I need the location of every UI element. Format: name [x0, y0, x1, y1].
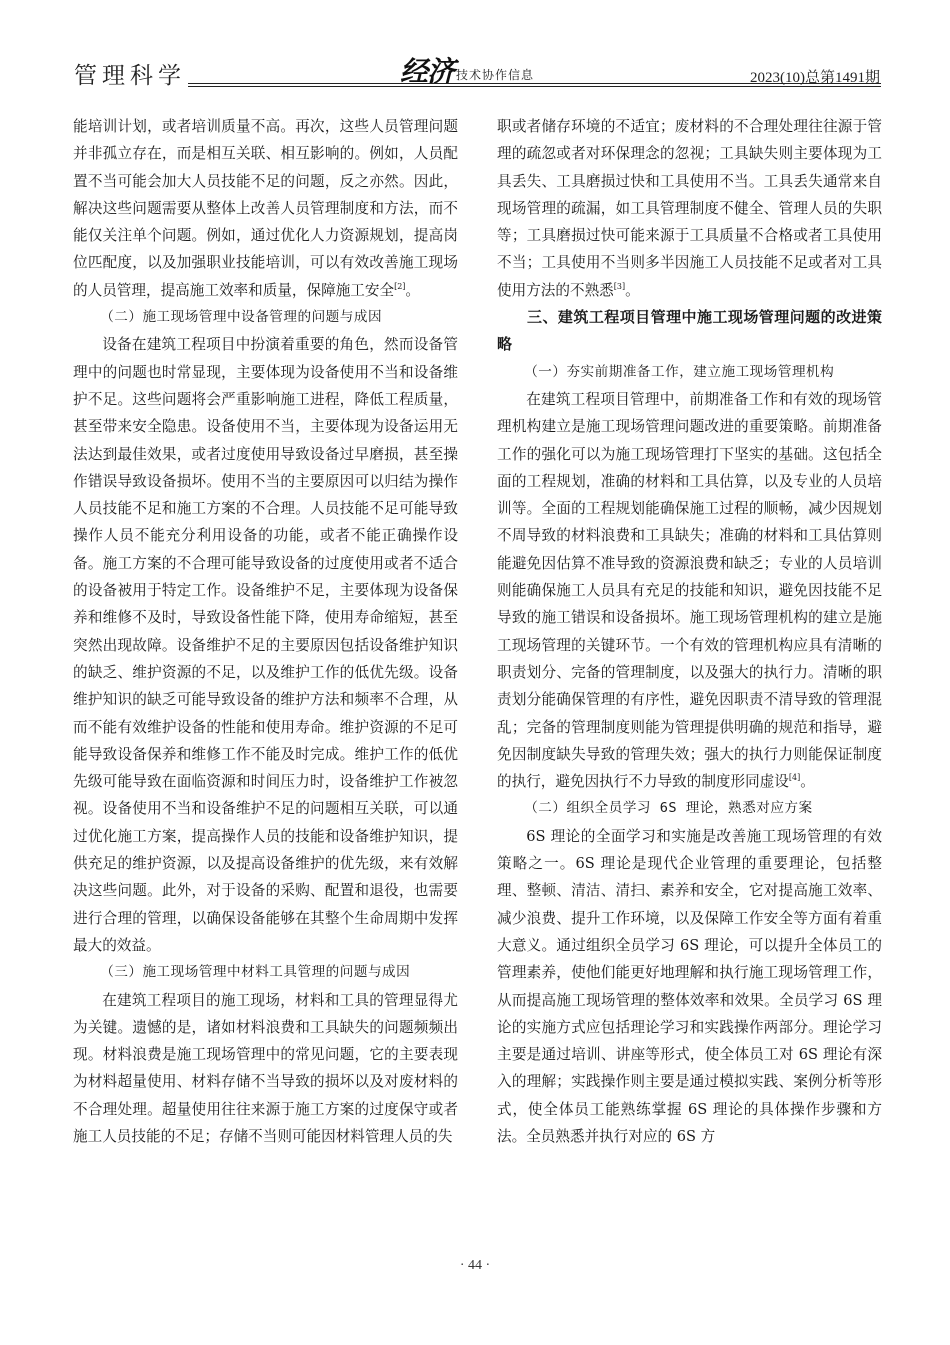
subsection-heading: （一）夯实前期准备工作，建立施工现场管理机构	[524, 363, 835, 380]
subsection-heading: （二）组织全员学习 6S 理论，熟悉对应方案	[524, 800, 813, 817]
section-heading: 三、建筑工程项目管理中施工现场管理问题的改进策略	[497, 308, 882, 354]
header-rule	[188, 86, 881, 87]
issue-number: 2023(10)总第1491期	[750, 70, 880, 86]
left-column	[73, 113, 458, 1150]
paragraph: 职或者储存环境的不适宜；废材料的不合理处理往往源于管理的疏忽或者对环保理念的忽视；工具缺失则主要体现为工具丢失、工具磨损过快和工具使用不当。工具丢失通常来自现场管理的疏漏，如工具管理制度不健全、管理人员的失职等；工具磨损过快可能来源于工具质量不合格或者工具使用不当；工具使用不当则多半因施工人员技能不足或者对工具使用方法的不熟悉[3]。	[497, 118, 882, 299]
page-header	[0, 0, 950, 100]
section-title: 管理科学	[74, 63, 186, 89]
paragraph: 在建筑工程项目的施工现场，材料和工具的管理显得尤为关键。遗憾的是，诸如材料浪费和工具缺失的问题频频出现。材料浪费是施工现场管理中的常见问题，它的主要表现为材料超量使用、材料存储不当导致的损坏以及对废材料的不合理处理。超量使用往往来源于施工方案的过度保守或者施工人员技能的不足；存储不当则可能因材料管理人员的失	[73, 991, 458, 1145]
citation: [2]	[394, 281, 406, 291]
subsection-heading: （二）施工现场管理中设备管理的问题与成因	[100, 309, 383, 326]
journal-logo: 经济	[400, 55, 455, 88]
paragraph: 6S 理论的全面学习和实施是改善施工现场管理的有效策略之一。6S 理论是现代企业管理的重要理论，包括整理、整顿、清洁、清扫、素养和安全，它对提高施工效率、减少浪费、提升工作环境，以及保障工作安全等方面有着重大意义。通过组织全员学习 6S 理论，可以提升全体员工的管理素养，使他们能更好地理解和执行施工现场管理工作，从而提高施工现场管理的整体效率和效果。全员学习 6S 理论的实施方式应包括理论学习和实践操作两部分。理论学习主要是通过培训、讲座等形式，使全体员工对 6S 理论有深入的理解；实践操作则主要是通过模拟实践、案例分析等形式，使全体员工能熟练掌握 6S 理论的具体操作步骤和方法。全员熟悉并执行对应的 6S 方	[497, 827, 882, 1145]
paragraph: 能培训计划，或者培训质量不高。再次，这些人员管理问题并非孤立存在，而是相互关联、相互影响的。例如，人员配置不当可能会加大人员技能不足的问题，反之亦然。因此，解决这些问题需要从整体上改善人员管理制度和方法，而不能仅关注单个问题。例如，通过优化人力资源规划，提高岗位匹配度，以及加强职业技能培训，可以有效改善施工现场的人员管理，提高施工效率和质量，保障施工安全[2]。	[73, 118, 458, 299]
page-number: · 44 ·	[459, 1258, 491, 1273]
citation: [4]	[788, 773, 801, 783]
paragraph: 设备在建筑工程项目中扮演着重要的角色，然而设备管理中的问题也时常显现，主要体现为设备使用不当和设备维护不足。这些问题将会严重影响施工进程，降低工程质量，甚至带来安全隐患。设备使用不当，主要体现为设备运用无法达到最佳效果，或者过度使用导致设备过早磨损，甚至操作错误导致设备损坏。使用不当的主要原因可以归结为操作人员技能不足和施工方案的不合理。人员技能不足可能导致操作人员不能充分利用设备的功能，或者不能正确操作设备。施工方案的不合理可能导致设备的过度使用或者不适合的设备被用于特定工作。设备维护不足，主要体现为设备保养和维修不及时，导致设备性能下降，使用寿命缩短，甚至突然出现故障。设备维护不足的主要原因包括设备维护知识的缺乏、维护资源的不足，以及维护工作的低优先级。设备维护知识的缺乏可能导致设备的维护方法和频率不合理，从而不能有效维护设备的性能和使用寿命。维护资源的不足可能导致设备保养和维修工作不能及时完成。维护工作的低优先级可能导致在面临资源和时间压力时，设备维护工作被忽视。设备使用不当和设备维护不足的问题相互关联，可以通过优化施工方案，提高操作人员的技能和设备维护知识，提供充足的维护资源，以及提高设备维护的优先级，来有效解决这些问题。此外，对于设备的采购、配置和退役，也需要进行合理的管理，以确保设备能够在其整个生命周期中发挥最大的效益。	[73, 336, 458, 954]
right-column	[497, 113, 882, 1150]
paragraph: 在建筑工程项目管理中，前期准备工作和有效的现场管理机构建立是施工现场管理问题改进的重要策略。前期准备工作的强化可以为施工现场管理打下坚实的基础。这包括全面的工程规划，准确的材料和工具估算，以及专业的人员培训等。全面的工程规划能确保施工过程的顺畅，减少因规划不周导致的材料浪费和工具缺失；准确的材料和工具估算则能避免因估算不准导致的资源浪费和缺乏；专业的人员培训则能确保施工人员具有充足的技能和知识，避免因技能不足导致的施工错误和设备损坏。施工现场管理机构的建立是施工现场管理的关键环节。一个有效的管理机构应具有清晰的职责划分、完备的管理制度，以及强大的执行力。清晰的职责划分能确保管理的有序性，避免因职责不清导致的管理混乱；完备的管理制度则能为管理提供明确的规范和指导，避免因制度缺失导致的管理失效；强大的执行力则能保证制度的执行，避免因执行不力导致的制度形同虚设[4]。	[497, 390, 882, 791]
subsection-heading: （三）施工现场管理中材料工具管理的问题与成因	[100, 964, 411, 981]
citation: [3]	[613, 281, 626, 291]
header-rule	[188, 83, 881, 84]
journal-subtitle: 技术协作信息	[456, 68, 535, 82]
